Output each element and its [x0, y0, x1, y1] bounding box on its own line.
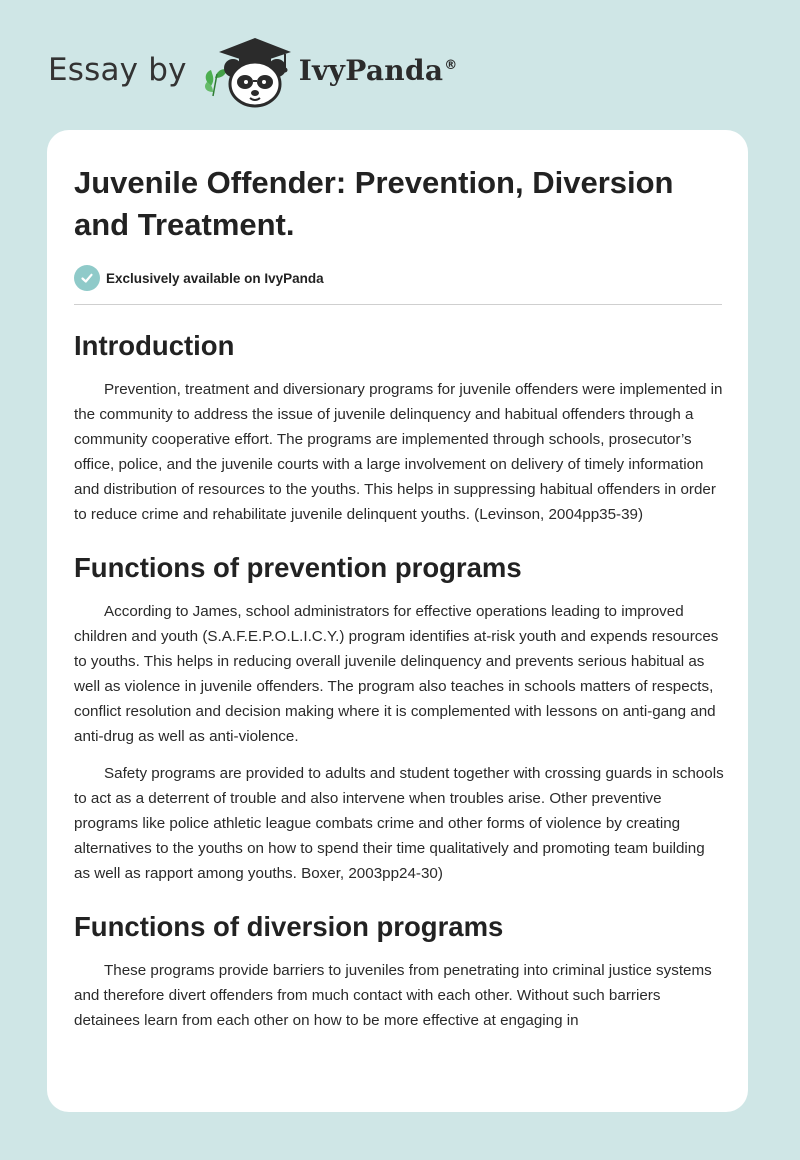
- paragraph: These programs provide barriers to juveniles from penetrating into criminal justice systems and therefore divert offenders from much contact with each other. Without such barriers detainees learn from each other on how to be more effective at engaging in: [74, 962, 712, 1029]
- badge-text: Exclusively available on IvyPanda: [106, 270, 324, 286]
- essay-title: Juvenile Offender: Prevention, Diversion and Treatment.: [74, 165, 674, 242]
- brand-prefix: Essay by: [48, 52, 187, 88]
- paragraph: Prevention, treatment and diversionary programs for juvenile offenders were implemented in the community to address the issue of juvenile delinquency and habitual offenders through a community cooperative effort. The programs are implemented through schools, prosecutor’s office, police, and the juvenile courts with a large involvement on delivery of timely information and distribution of resources to the youths. This helps in suppressing habitual offenders in order to reduce crime and rehabilitate juvenile delinquent youths. (Levinson, 2004pp35-39): [74, 381, 723, 523]
- panda-logo-icon: [197, 30, 293, 110]
- paragraph: According to James, school administrators for effective operations leading to improved children and youth (S.A.F.E.P.O.L.I.C.Y.) program identifies at-risk youth and expends resources to youths. This helps in reducing overall juvenile delinquency and prevents serious habitual as well as violence in juvenile offenders. The program also teaches in schools matters of respects, conflict resolution and decision making where it is complemented with lessons on anti-gang and anti-drug as well as anti-violence.: [74, 603, 719, 745]
- title-divider: [74, 304, 722, 305]
- exclusive-badge: [74, 264, 724, 292]
- paragraph: Safety programs are provided to adults and student together with crossing guards in schools to act as a deterrent of trouble and also intervene when troubles arise. Other preventive programs like police athletic league combats crime and other forms of violence by creating alternatives to the youths on how to spend their time qualitatively and promoting team building as well as rapport among youths. Boxer, 2003pp24-30): [74, 765, 724, 882]
- registered-mark: ®: [444, 58, 458, 74]
- site-brand[interactable]: [48, 30, 458, 110]
- section-heading-diversion: Functions of diversion programs: [74, 911, 504, 942]
- section-heading-prevention: Functions of prevention programs: [74, 552, 522, 583]
- check-circle-icon: [74, 265, 100, 291]
- essay-content: [74, 162, 724, 1045]
- section-heading-introduction: Introduction: [74, 330, 235, 361]
- essay-card: [47, 130, 748, 1112]
- brand-name: IvyPanda®: [298, 53, 458, 87]
